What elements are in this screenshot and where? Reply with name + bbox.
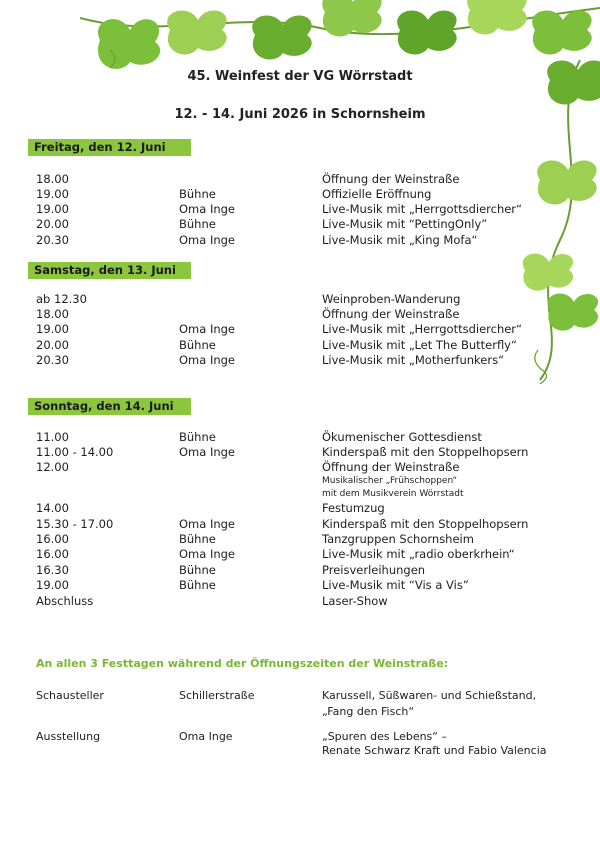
attraction-type: Schausteller	[36, 689, 104, 702]
event-description: Live-Musik mit „Motherfunkers“	[322, 353, 505, 367]
event-time: 19.00	[36, 578, 69, 592]
event-time: 11.00	[36, 430, 69, 444]
event-time: 16.00	[36, 547, 69, 561]
event-place: Bühne	[179, 338, 216, 352]
event-time: 20.00	[36, 217, 69, 231]
schedule-row	[0, 172, 600, 187]
event-description: Live-Musik mit „King Mofa“	[322, 233, 478, 247]
attraction-description: „Spuren des Lebens“ –	[322, 730, 447, 743]
event-note: Musikalischer „Frühschoppen“	[322, 476, 458, 486]
event-description: Öffnung der Weinstraße	[322, 172, 460, 186]
event-time: 12.00	[36, 460, 69, 474]
event-time: 18.00	[36, 307, 69, 321]
event-place: Bühne	[179, 532, 216, 546]
schedule-row	[0, 460, 600, 475]
schedule-row	[0, 353, 600, 368]
all-days-heading: An allen 3 Festtagen während der Öffnungszeiten der Weinstraße:	[36, 657, 449, 670]
attraction-location: Schillerstraße	[179, 689, 255, 702]
event-description: Festumzug	[322, 501, 385, 515]
event-time: 19.00	[36, 187, 69, 201]
event-time: 11.00 - 14.00	[36, 445, 114, 459]
event-place: Oma Inge	[179, 517, 236, 531]
event-description: Tanzgruppen Schornsheim	[322, 532, 474, 546]
attraction-description: Karussell, Süßwaren- und Schießstand,	[322, 689, 537, 702]
event-place: Bühne	[179, 563, 216, 577]
schedule-row	[0, 517, 600, 532]
day-header-saturday: Samstag, den 13. Juni	[28, 262, 191, 279]
event-place: Oma Inge	[179, 202, 236, 216]
event-description: Live-Musik mit „Herrgottsdiercher“	[322, 202, 522, 216]
event-description: Öffnung der Weinstraße	[322, 460, 460, 474]
event-time: 19.00	[36, 322, 69, 336]
event-place: Bühne	[179, 578, 216, 592]
event-description: Öffnung der Weinstraße	[322, 307, 460, 321]
event-time: Abschluss	[36, 594, 94, 608]
event-dates-location: 12. - 14. Juni 2026 in Schornsheim	[174, 107, 426, 122]
event-description: Offizielle Eröffnung	[322, 187, 432, 201]
event-time: 18.00	[36, 172, 69, 186]
event-time: 20.30	[36, 233, 69, 247]
day-header-friday: Freitag, den 12. Juni	[28, 139, 191, 156]
event-time: 20.30	[36, 353, 69, 367]
schedule-row	[0, 501, 600, 516]
schedule-row	[0, 578, 600, 593]
event-time: 15.30 - 17.00	[36, 517, 114, 531]
attraction-type: Ausstellung	[36, 730, 101, 743]
schedule-row	[0, 292, 600, 307]
schedule-row	[0, 338, 600, 353]
event-description: Ökumenischer Gottesdienst	[322, 430, 482, 444]
event-description: Laser-Show	[322, 594, 388, 608]
schedule-row	[0, 563, 600, 578]
event-place: Bühne	[179, 430, 216, 444]
schedule-row	[0, 322, 600, 337]
event-time: 16.00	[36, 532, 69, 546]
event-place: Bühne	[179, 217, 216, 231]
event-description: Preisverleihungen	[322, 563, 426, 577]
schedule-row	[0, 307, 600, 322]
event-place: Oma Inge	[179, 547, 236, 561]
schedule-row	[0, 594, 600, 609]
event-place: Oma Inge	[179, 322, 236, 336]
event-title: 45. Weinfest der VG Wörrstadt	[187, 69, 413, 84]
schedule-row	[0, 445, 600, 460]
event-time: 20.00	[36, 338, 69, 352]
event-time: 16.30	[36, 563, 69, 577]
attraction-description: „Fang den Fisch“	[322, 705, 415, 718]
event-description: Live-Musik mit „Let The Butterfly“	[322, 338, 517, 352]
event-place: Oma Inge	[179, 445, 236, 459]
event-place: Bühne	[179, 187, 216, 201]
event-time: ab 12.30	[36, 292, 87, 306]
event-place: Oma Inge	[179, 353, 236, 367]
attraction-location: Oma Inge	[179, 730, 233, 743]
schedule-row	[0, 202, 600, 217]
schedule-row	[0, 430, 600, 445]
event-description: Weinproben-Wanderung	[322, 292, 461, 306]
schedule-row	[0, 187, 600, 202]
day-header-sunday: Sonntag, den 14. Juni	[28, 398, 191, 415]
event-time: 14.00	[36, 501, 69, 515]
vine-leaves-top-decoration	[80, 0, 600, 70]
event-description: Kinderspaß mit den Stoppelhopsern	[322, 445, 529, 459]
event-description: Live-Musik mit „radio oberkrhein“	[322, 547, 515, 561]
event-place: Oma Inge	[179, 233, 236, 247]
attraction-description: Renate Schwarz Kraft und Fabio Valencia	[322, 744, 547, 757]
schedule-row	[0, 217, 600, 232]
event-description: Live-Musik mit „Herrgottsdiercher“	[322, 322, 522, 336]
event-description: Live-Musik mit “PettingOnly”	[322, 217, 488, 231]
schedule-row	[0, 547, 600, 562]
event-time: 19.00	[36, 202, 69, 216]
event-note: mit dem Musikverein Wörrstadt	[322, 489, 464, 499]
event-description: Live-Musik mit “Vis a Vis”	[322, 578, 469, 592]
event-description: Kinderspaß mit den Stoppelhopsern	[322, 517, 529, 531]
schedule-row	[0, 532, 600, 547]
schedule-row	[0, 233, 600, 248]
